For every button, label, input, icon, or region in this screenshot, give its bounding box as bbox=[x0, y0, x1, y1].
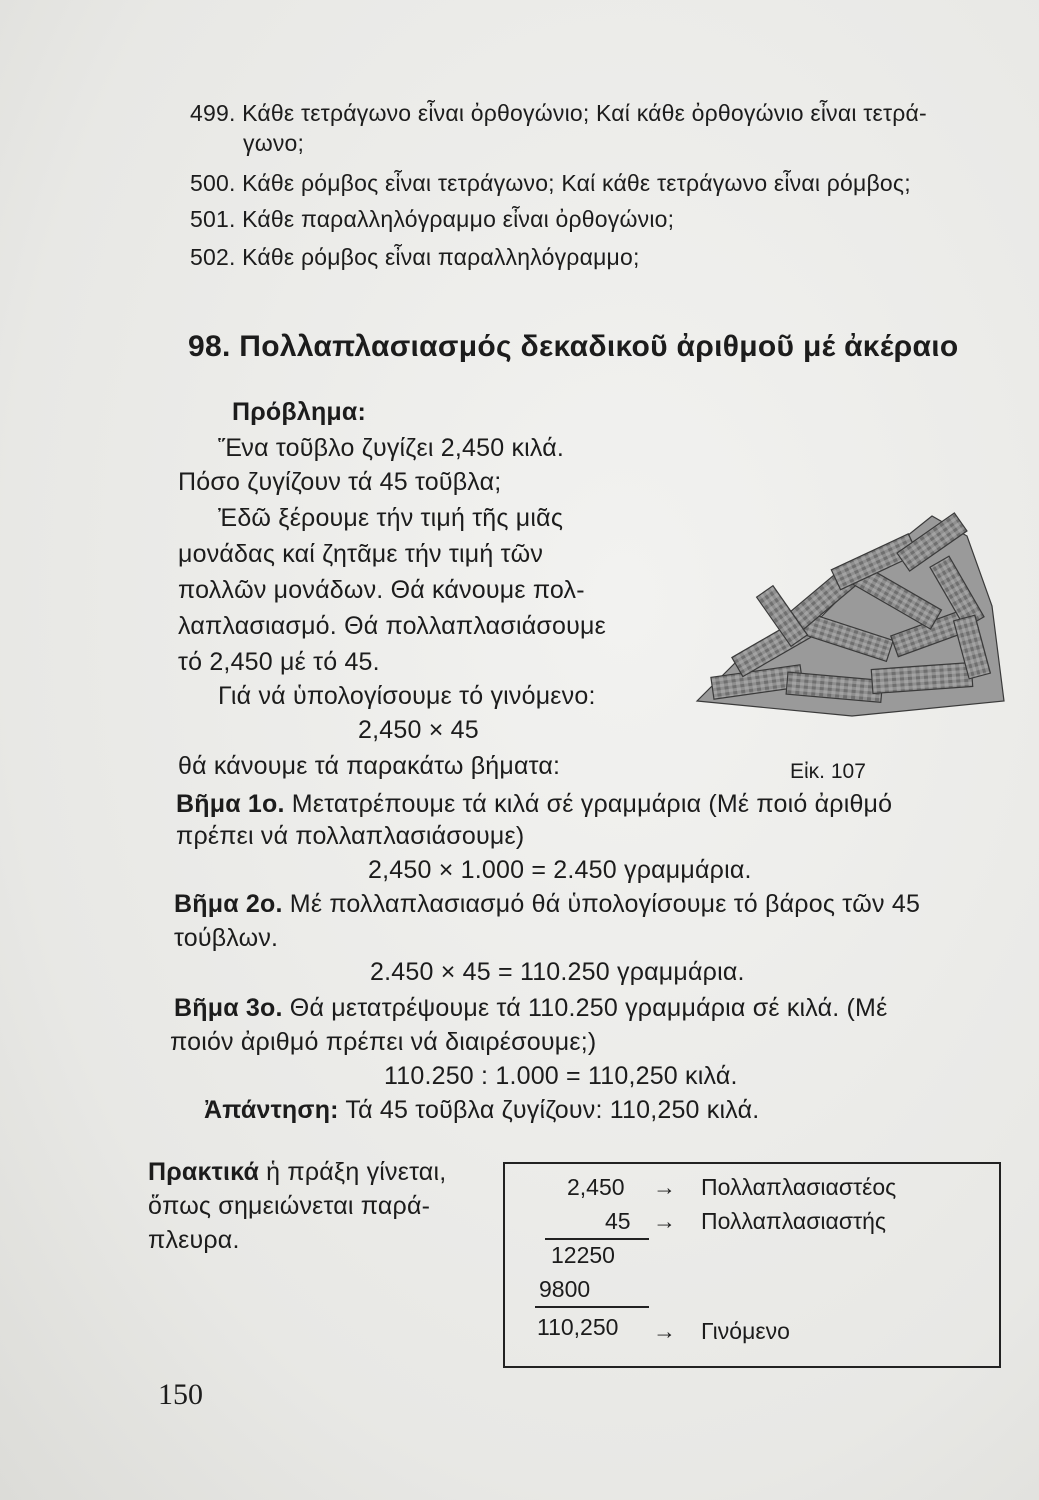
section-title: 98. Πολλαπλασιασμός δεκαδικοῦ ἀριθμοῦ μέ ἀκέραιο bbox=[188, 330, 959, 363]
step-3-calc: 110.250 : 1.000 = 110,250 κιλά. bbox=[384, 1062, 738, 1090]
step-2-text: Μέ πολλαπλασιασμό θά ὑπολογίσουμε τό βάρος τῶν 45 bbox=[282, 890, 921, 918]
practical-line1 bbox=[148, 1158, 446, 1187]
arrow-icon: → bbox=[653, 1208, 676, 1234]
step-1-calc: 2,450 × 1.000 = 2.450 γραμμάρια. bbox=[368, 856, 752, 884]
exercise-499-line2: γωνο; bbox=[243, 130, 305, 156]
practical-label: Πρακτικά bbox=[148, 1158, 260, 1186]
problem-line-8: Γιά νά ὑπολογίσουμε τό γινόμενο: bbox=[218, 682, 596, 710]
step-2-line1 bbox=[174, 890, 920, 919]
step-1-line1 bbox=[176, 790, 892, 819]
step-3-line2: ποιόν ἀριθμό πρέπει νά διαιρέσουμε;) bbox=[170, 1028, 597, 1056]
problem-line-7: τό 2,450 μέ τό 45. bbox=[178, 648, 380, 676]
step-3-label: Βῆμα 3ο. bbox=[174, 994, 283, 1022]
step-2-label: Βῆμα 2ο. bbox=[174, 890, 283, 918]
product: 110,250 bbox=[537, 1314, 619, 1340]
label-multiplicand: Πολλαπλασιαστέος bbox=[701, 1174, 897, 1200]
exercise-501: 501. Κάθε παραλληλόγραμμο εἶναι ὀρθογώνιο; bbox=[190, 206, 675, 232]
practical-line3: πλευρα. bbox=[148, 1226, 240, 1254]
label-multiplier: Πολλαπλασιαστής bbox=[701, 1208, 886, 1234]
answer-label: Ἀπάντηση: bbox=[204, 1096, 339, 1124]
arrow-icon: → bbox=[653, 1174, 676, 1200]
partial-product-2: 9800 bbox=[539, 1276, 591, 1302]
rule-1 bbox=[545, 1238, 649, 1240]
step-1-line2: πρέπει νά πολλαπλασιάσουμε) bbox=[176, 822, 525, 850]
partial-product-1: 12250 bbox=[551, 1242, 615, 1268]
practical-text-1: ἡ πράξη γίνεται, bbox=[259, 1158, 447, 1186]
problem-line-1: Ἕνα τοῦβλο ζυγίζει 2,450 κιλά. bbox=[218, 434, 565, 462]
problem-line-2: Πόσο ζυγίζουν τά 45 τοῦβλα; bbox=[178, 468, 502, 496]
problem-label: Πρόβλημα: bbox=[232, 398, 367, 426]
problem-line-10: θά κάνουμε τά παρακάτω βήματα: bbox=[178, 752, 561, 780]
multiplicand: 2,450 bbox=[567, 1174, 625, 1200]
step-3-line1 bbox=[174, 994, 887, 1023]
problem-line-6: λαπλασιασμό. Θά πολλαπλασιάσουμε bbox=[178, 612, 606, 640]
exercise-500: 500. Κάθε ρόμβος εἶναι τετράγωνο; Καί κάθε τετράγωνο εἶναι ρόμβος; bbox=[190, 170, 911, 196]
step-2-line2: τούβλων. bbox=[174, 924, 279, 952]
multiplication-box bbox=[503, 1162, 1001, 1368]
problem-line-3: Ἐδῶ ξέρουμε τήν τιμή τῆς μιᾶς bbox=[218, 504, 564, 532]
step-1-text: Μετατρέπουμε τά κιλά σέ γραμμάρια (Μέ ποιό ἀριθμό bbox=[284, 790, 893, 818]
problem-line-5: πολλῶν μονάδων. Θά κάνουμε πολ- bbox=[178, 576, 585, 604]
problem-expression: 2,450 × 45 bbox=[358, 716, 479, 744]
page-number: 150 bbox=[158, 1378, 203, 1411]
multiplier: 45 bbox=[605, 1208, 631, 1234]
answer-text: Τά 45 τοῦβλα ζυγίζουν: 110,250 κιλά. bbox=[338, 1096, 760, 1124]
exercise-499-line1: 499. Κάθε τετράγωνο εἶναι ὀρθογώνιο; Καί κάθε ὀρθογώνιο εἶναι τετρά- bbox=[190, 100, 927, 126]
figure-caption: Εἰκ. 107 bbox=[790, 760, 866, 783]
arrow-icon: → bbox=[653, 1318, 676, 1344]
brick-pile-illustration bbox=[692, 496, 1010, 726]
label-product: Γινόμενο bbox=[701, 1318, 790, 1344]
exercise-502: 502. Κάθε ρόμβος εἶναι παραλληλόγραμμο; bbox=[190, 244, 640, 270]
rule-2 bbox=[535, 1306, 649, 1308]
step-2-calc: 2.450 × 45 = 110.250 γραμμάρια. bbox=[370, 958, 745, 986]
step-1-label: Βῆμα 1ο. bbox=[176, 790, 285, 818]
practical-line2: ὅπως σημειώνεται παρά- bbox=[148, 1192, 431, 1220]
answer-line bbox=[204, 1096, 759, 1125]
problem-line-4: μονάδας καί ζητᾶμε τήν τιμή τῶν bbox=[178, 540, 544, 568]
step-3-text: Θά μετατρέψουμε τά 110.250 γραμμάρια σέ κιλά. (Μέ bbox=[282, 994, 888, 1022]
